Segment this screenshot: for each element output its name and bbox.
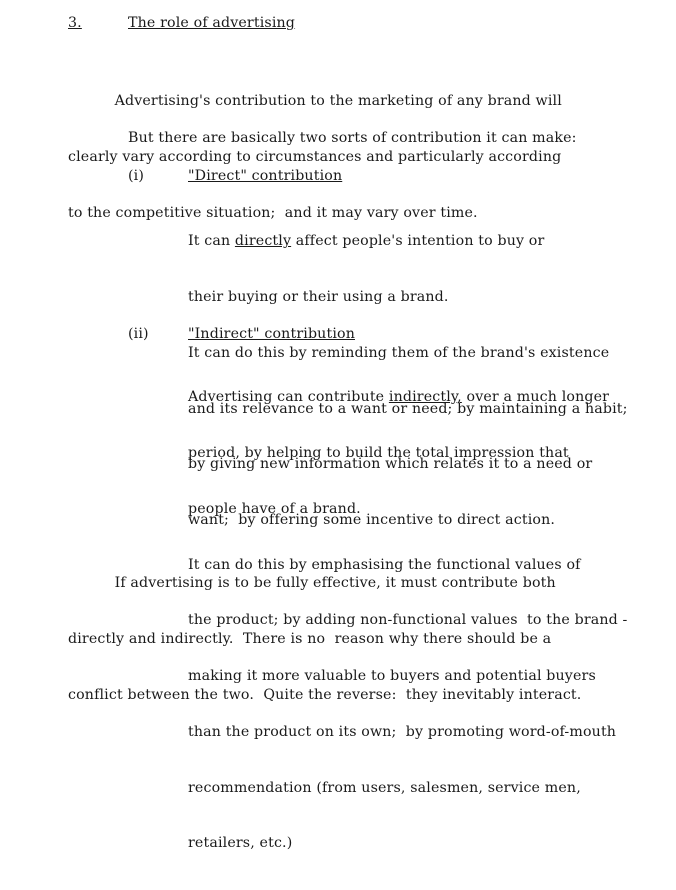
body-line: period, by helping to build the total impression that — [188, 444, 569, 461]
body-line: the product; by adding non-functional values to the brand - — [188, 612, 628, 629]
item-label-ii: (ii) — [128, 326, 149, 342]
body-line: making it more valuable to buyers and potential buyers — [188, 668, 596, 685]
item-title-indirect: "Indirect" contribution — [188, 326, 355, 342]
intro-line: to the competitive situation; and it may vary over time. — [68, 204, 478, 221]
conclusion-line: directly and indirectly. There is no reason why there should be a — [68, 630, 552, 647]
body-line: It can directly affect people's intention to buy or — [188, 233, 545, 250]
section-title: The role of advertising — [128, 15, 296, 31]
intro-line: Advertising's contribution to the marketing of any brand will — [68, 93, 562, 110]
section-heading — [68, 14, 295, 33]
body-line: It can do this by emphasising the functional values of — [188, 556, 581, 573]
item-label-i: (i) — [128, 168, 145, 184]
body-line: people have of a brand. — [188, 500, 361, 517]
body-line: recommendation (from users, salesmen, service men, — [188, 779, 581, 796]
conclusion-paragraph — [68, 537, 581, 742]
body-line: by giving new information which relates it to a need or — [188, 456, 593, 473]
item-title-direct: "Direct" contribution — [188, 168, 343, 184]
conclusion-line: conflict between the two. Quite the reverse: they inevitably interact. — [68, 686, 582, 703]
conclusion-line: If advertising is to be fully effective, it must contribute both — [68, 575, 556, 592]
body-line: than the product on its own; by promoting word-of-mouth — [188, 723, 617, 740]
section-number: 3. — [68, 15, 82, 31]
body-line: want; by offering some incentive to direct action. — [188, 512, 556, 529]
intro-line: clearly vary according to circumstances and particularly according — [68, 148, 562, 165]
body-line: Advertising can contribute indirectly, over a much longer — [188, 389, 610, 406]
body-line: their buying or their using a brand. — [188, 288, 449, 305]
emphasis-indirectly: indirectly, — [388, 389, 462, 406]
emphasis-directly: directly — [234, 233, 292, 250]
body-line: and its relevance to a want or need; by maintaining a habit; — [188, 400, 628, 417]
lead-paragraph: But there are basically two sorts of contribution it can make: — [128, 130, 577, 146]
body-line: retailers, etc.) — [188, 835, 293, 852]
body-line: It can do this by reminding them of the brand's existence — [188, 344, 610, 361]
